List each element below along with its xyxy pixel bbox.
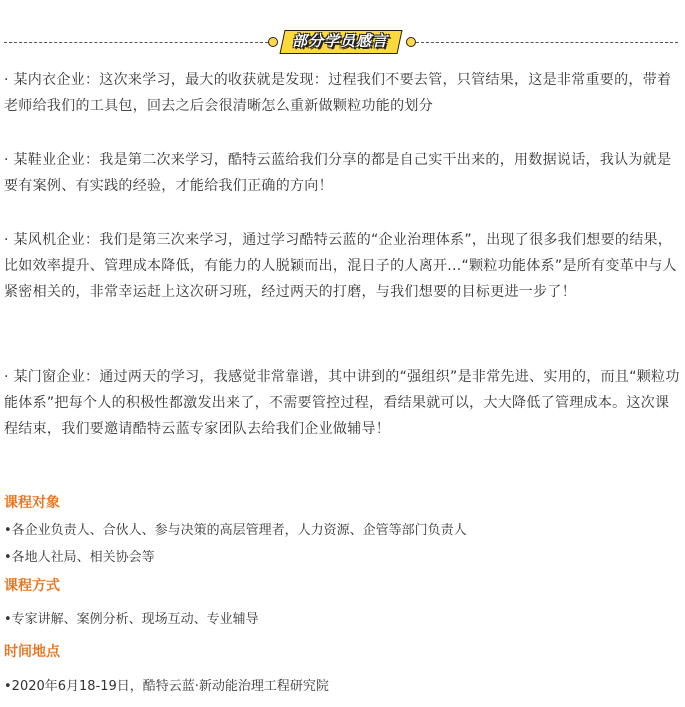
course-target-item: •各企业负责人、合伙人、参与决策的高层管理者，人力资源、企管等部门负责人 (4, 523, 467, 538)
dashed-divider-left (4, 42, 268, 43)
testimonial-underwear: · 某内衣企业：这次来学习，最大的收获就是发现：过程我们不要去管，只管结果，这是非常重要的，带着老师给我们的工具包，回去之后会很清晰怎么重新做颗粒功能的划分 (4, 72, 672, 114)
course-method-item: •专家讲解、案例分析、现场互动、专业辅导 (4, 612, 259, 627)
yellow-dot-left (268, 37, 278, 47)
dashed-divider-right (416, 42, 678, 43)
course-target-heading: 课程对象 (4, 495, 60, 511)
testimonial-windows: · 某门窗企业：通过两天的学习，我感觉非常靠谱，其中讲到的“强组织”是非常先进、实用的，而且“颗粒功能体系”把每个人的积极性都激发出来了，不需要管控过程，看结果就可以，大大降低了管理成本。这次课程结束，我们要邀请酷特云蓝专家团队去给我们企业做辅导！ (4, 369, 680, 437)
yellow-dot-right (406, 37, 416, 47)
banner-title: 部分学员感言 (291, 32, 388, 50)
testimonial-shoes: · 某鞋业企业：我是第二次来学习，酷特云蓝给我们分享的都是自己实干出来的，用数据说话，我认为就是要有案例、有实践的经验，才能给我们正确的方向！ (4, 152, 672, 194)
testimonial-fan: · 某风机企业：我们是第三次来学习，通过学习酷特云蓝的“企业治理体系”，出现了很多我们想要的结果，比如效率提升、管理成本降低，有能力的人脱颖而出，混日子的人离开...“颗粒功能体系”是所有变革中与人紧密相关的，非常幸运赶上这次研习班，经过两天的打磨，与我们想要的目标更进一步了！ (4, 232, 677, 300)
course-target-item: •各地人社局、相关协会等 (4, 550, 155, 565)
course-method-heading: 课程方式 (4, 578, 60, 594)
time-place-item: •2020年6月18-19日，酷特云蓝·新动能治理工程研究院 (4, 679, 329, 694)
section-banner (0, 28, 685, 58)
time-place-heading: 时间地点 (4, 644, 60, 660)
